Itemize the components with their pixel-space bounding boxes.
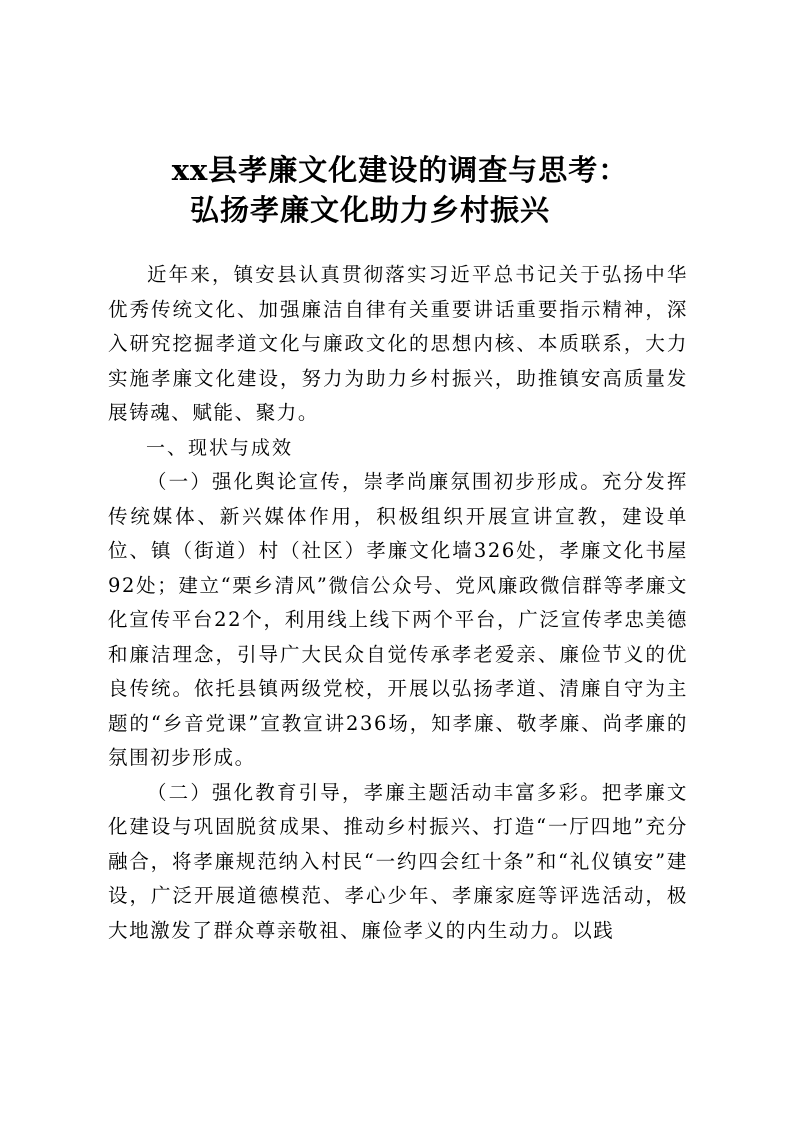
intro-paragraph: 近年来，镇安县认真贯彻落实习近平总书记关于弘扬中华优秀传统文化、加强廉洁自律有关重要讲话重要指示精神，深入研究挖掘孝道文化与廉政文化的思想内核、本质联系，大力实施孝廉文化建设，努力为助力乡村振兴，助推镇安高质量发展铸魂、赋能、聚力。 [108, 263, 688, 424]
body-paragraph-1: （一）强化舆论宣传，崇孝尚廉氛围初步形成。充分发挥传统媒体、新兴媒体作用，积极组织开展宣讲宣教，建设单位、镇（街道）村（社区）孝廉文化墙326处，孝廉文化书屋92处；建立“栗乡清风”微信公众号、党风廉政微信群等孝廉文化宣传平台22个，利用线上线下两个平台，广泛宣传孝忠美德和廉洁理念，引导广大民众自觉传承孝老爱亲、廉俭节义的优良传统。依托县镇两级党校，开展以弘扬孝道、清廉自守为主题的“乡音党课”宣教宣讲236场，知孝廉、敬孝廉、尚孝廉的氛围初步形成。 [108, 470, 688, 769]
document-title-line-2: 弘扬孝廉文化助力乡村振兴 [190, 193, 551, 227]
body-paragraph-2: （二）强化教育引导，孝廉主题活动丰富多彩。把孝廉文化建设与巩固脱贫成果、推动乡村振兴、打造“一厅四地”充分融合，将孝廉规范纳入村民“一约四会红十条”和“礼仪镇安”建设，广泛开展道德模范、孝心少年、孝廉家庭等评选活动，极大地激发了群众尊亲敬祖、廉俭孝义的内生动力。以践 [108, 780, 688, 942]
document-body [108, 258, 688, 948]
section-heading: 一、现状与成效 [146, 436, 294, 459]
document-title-line-1: xx县孝廉文化建设的调查与思考： [171, 153, 629, 187]
